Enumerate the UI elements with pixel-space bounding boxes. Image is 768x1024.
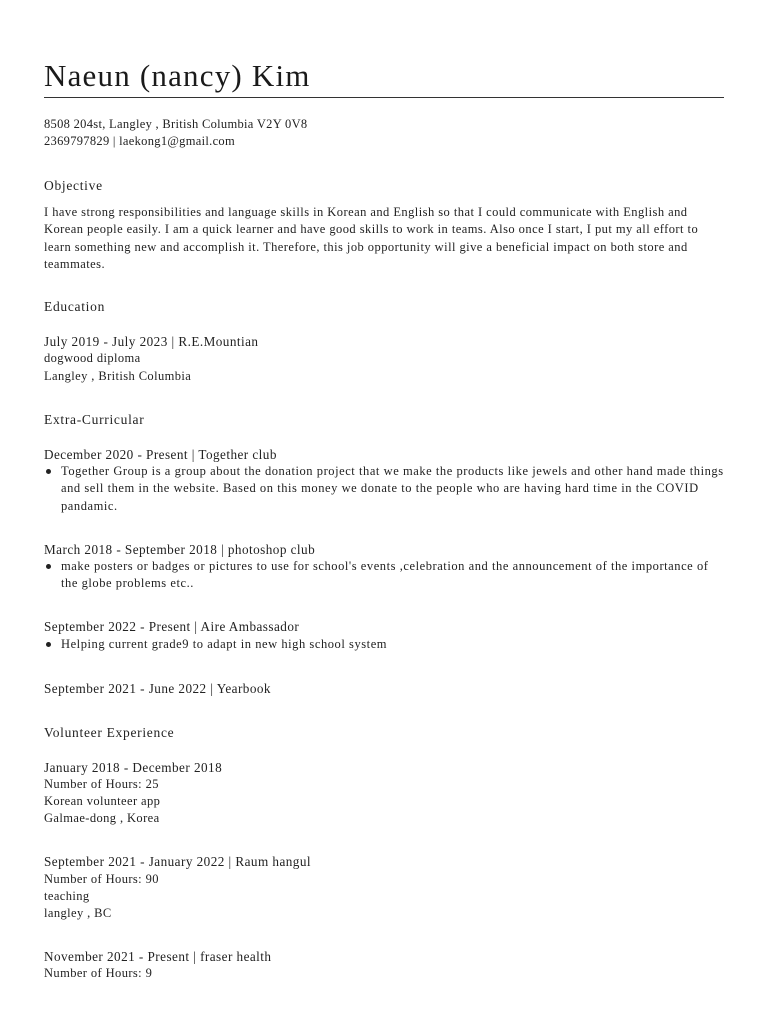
- education-entry-line: Langley , British Columbia: [44, 369, 192, 383]
- education-entry-heading: July 2019 - July 2023 | R.E.Mountian: [44, 334, 259, 349]
- objective-heading: Objective: [44, 178, 103, 193]
- extracurricular-entry-heading: September 2021 - June 2022 | Yearbook: [44, 681, 271, 696]
- extracurricular-entry-heading: September 2022 - Present | Aire Ambassador: [44, 619, 300, 634]
- bullet-icon: [46, 564, 51, 569]
- bullet-text: Together Group is a group about the donation project that we make the products like jewels and other hand made things and sell them in the website. Based on this money we donate to the people who are having hard time in the COVID pandamic.: [61, 464, 724, 513]
- volunteer-entry-line: teaching: [44, 889, 90, 903]
- education-heading: Education: [44, 299, 106, 314]
- volunteer-entry-line: Number of Hours: 90: [44, 872, 159, 886]
- volunteer-entry-line: Number of Hours: 25: [44, 777, 159, 791]
- volunteer-entry-line: Number of Hours: 9: [44, 966, 153, 980]
- extracurricular-heading: Extra-Curricular: [44, 412, 145, 427]
- extracurricular-entry-heading: March 2018 - September 2018 | photoshop club: [44, 542, 316, 557]
- list-item: [44, 558, 724, 593]
- volunteer-entry-heading: September 2021 - January 2022 | Raum hangul: [44, 854, 312, 869]
- volunteer-entry-heading: January 2018 - December 2018: [44, 760, 223, 775]
- volunteer-entry-line: langley , BC: [44, 906, 112, 920]
- volunteer-heading: Volunteer Experience: [44, 725, 175, 740]
- list-item: [44, 463, 724, 515]
- list-item: [44, 636, 724, 653]
- header-divider: [44, 97, 724, 98]
- volunteer-entry-line: Galmae-dong , Korea: [44, 811, 160, 825]
- bullet-text: make posters or badges or pictures to use for school's events ,celebration and the announcement of the importance of the globe problems etc..: [61, 559, 709, 591]
- volunteer-entry-heading: November 2021 - Present | fraser health: [44, 949, 272, 964]
- contact-block: [44, 116, 307, 150]
- objective-text: I have strong responsibilities and language skills in Korean and English so that I could communicate with English and Korean people easily. I am a quick learner and have good skills to work in teams. Also once I start, I put my all effort to learn something new and accomplish it. Therefore, this job opportunity will give a beneficial impact on both store and teammates.: [44, 205, 699, 271]
- extracurricular-entry-heading: December 2020 - Present | Together club: [44, 447, 277, 462]
- volunteer-entry-line: Korean volunteer app: [44, 794, 161, 808]
- education-entry-line: dogwood diploma: [44, 351, 141, 365]
- phone-email-line: 2369797829 | laekong1@gmail.com: [44, 134, 235, 148]
- bullet-icon: [46, 469, 51, 474]
- bullet-text: Helping current grade9 to adapt in new high school system: [61, 637, 388, 651]
- address-line: 8508 204st, Langley , British Columbia V2Y 0V8: [44, 117, 308, 131]
- bullet-icon: [46, 642, 51, 647]
- resume-page: [44, 0, 724, 1024]
- resume-name: Naeun (nancy) Kim: [44, 58, 311, 93]
